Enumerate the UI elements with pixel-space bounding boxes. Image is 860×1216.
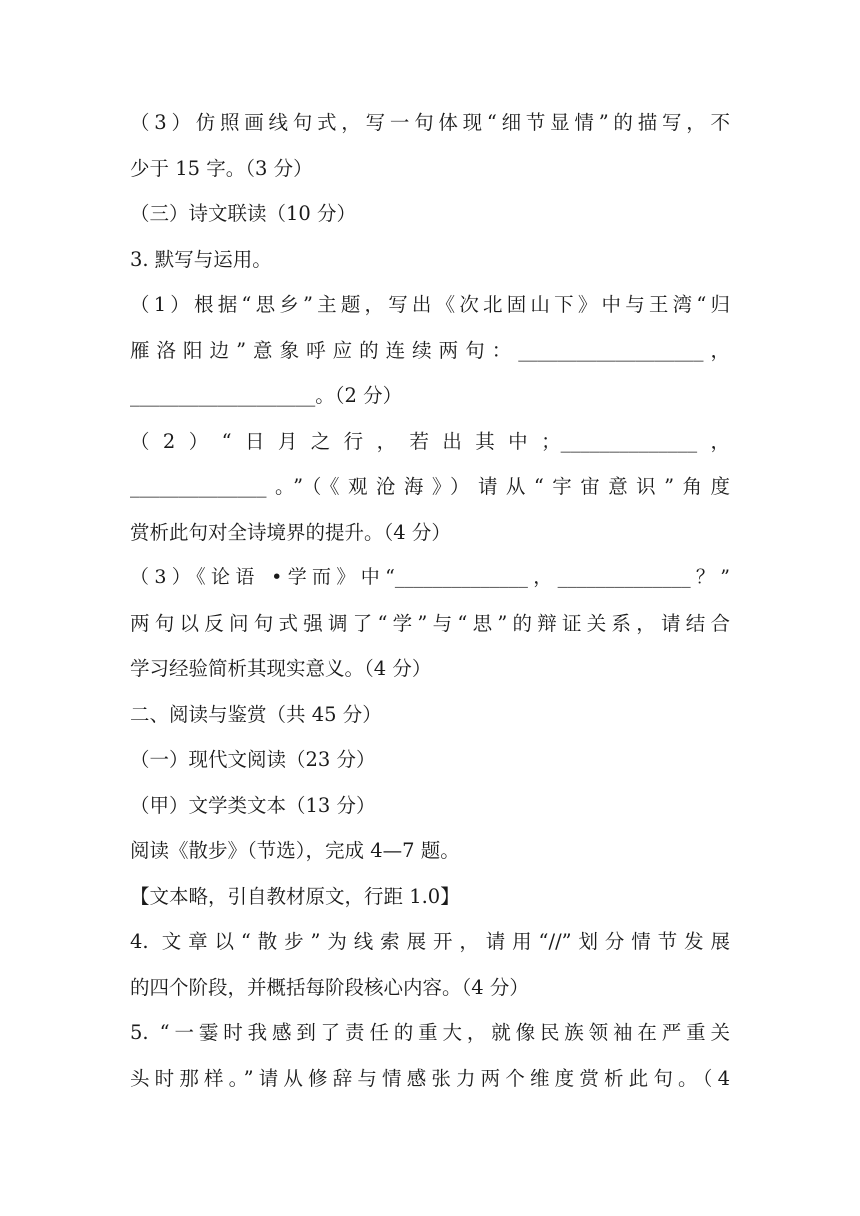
question-3-3-lunyu-line-2: 两句以反问句式强调了“学”与“思”的辩证关系，请结合: [130, 611, 730, 635]
reading-instruction: 阅读《散步》（节选），完成 4—7 题。: [130, 839, 460, 862]
question-5-line-2: 头时那样。”请从修辞与情感张力两个维度赏析此句。（4: [130, 1066, 730, 1090]
question-3-3-line-2: 少于 15 字。（3 分）: [130, 156, 313, 180]
text-omitted-note: 【文本略，引自教材原文，行距 1.0】: [130, 884, 460, 908]
question-3-2-line-1: （2）“日月之行，若出其中；______________，: [130, 429, 730, 453]
question-3-3-line-1: （3）仿照画线句式，写一句体现“细节显情”的描写，不: [130, 111, 730, 134]
document-page: [130, 100, 730, 1101]
question-3-2-line-2: ______________。”（《观沧海》）请从“宇宙意识”角度: [130, 475, 730, 498]
question-3-1-line-3: ___________________。（2 分）: [130, 384, 403, 407]
question-3-heading: 3. 默写与运用。: [130, 247, 272, 271]
question-4-line-2: 的四个阶段，并概括每阶段核心内容。（4 分）: [130, 975, 529, 999]
question-4-line-1: 4. 文章以“散步”为线索展开，请用“//”划分情节发展: [130, 930, 730, 953]
question-5-line-1: 5. “一霎时我感到了责任的重大，就像民族领袖在严重关: [130, 1021, 730, 1044]
part-heading-reading: 二、阅读与鉴赏（共 45 分）: [130, 702, 382, 726]
section-heading-modern: （一）现代文阅读（23 分）: [130, 748, 376, 771]
question-3-1-line-1: （1）根据“思乡”主题，写出《次北固山下》中与王湾“归: [130, 293, 730, 316]
section-heading-poetry: （三）诗文联读（10 分）: [130, 202, 357, 225]
section-heading-literary: （甲）文学类文本（13 分）: [130, 793, 376, 817]
question-3-1-line-2: 雁洛阳边”意象呼应的连续两句：___________________，: [130, 338, 730, 362]
question-3-3-lunyu-line-1: （3）《论语 •学而》中“______________，______________？”: [130, 566, 730, 588]
question-3-3-lunyu-line-3: 学习经验简析其现实意义。（4 分）: [130, 657, 432, 680]
question-3-2-line-3: 赏析此句对全诗境界的提升。（4 分）: [130, 520, 451, 544]
